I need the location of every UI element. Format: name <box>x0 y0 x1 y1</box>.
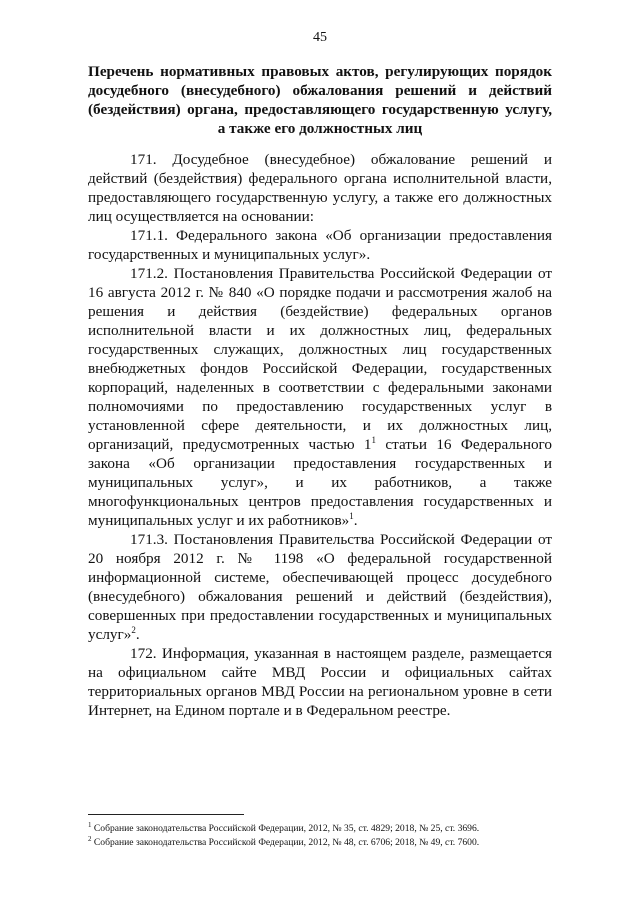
document-body <box>88 150 552 720</box>
paragraph-172: 172. Информация, указанная в настоящем разделе, размещается на официальном сайте МВД России и официальных сайтах территориальных органов МВД России на региональном уровне в сети Интернет, на Едином портале и в Федеральном реестре. <box>88 645 552 719</box>
page-number: 45 <box>313 30 327 45</box>
paragraph-171-3-end: . <box>135 626 140 643</box>
footnote-1-text: Собрание законодательства Российской Федерации, 2012, № 35, ст. 4829; 2018, № 25, ст. 3696. <box>91 823 480 834</box>
document-heading: Перечень нормативных правовых актов, регулирующих порядок досудебного (внесудебного) обжалования решений и действий (бездействия) органа, предоставляющего государственную услугу, а также его должностных лиц <box>88 63 552 137</box>
paragraph-171-3-text: 171.3. Постановления Правительства Российской Федерации от 20 ноября 2012 г. № 1198 «О федеральной государственной информационной системе, обеспечивающей процесс досудебного (внесудебного) обжалования решений и действий (бездействия), совершенных при предоставлении государственных и муниципальных услуг» <box>88 531 552 643</box>
paragraph-171-1: 171.1. Федерального закона «Об организации предоставления государственных и муниципальных услуг». <box>88 227 552 263</box>
paragraph-171-3 <box>88 530 552 644</box>
footnote-1-mark: 1 <box>88 821 92 829</box>
paragraph-171-2 <box>88 264 552 530</box>
footnotes <box>88 822 558 850</box>
footnote-1 <box>88 822 558 836</box>
footnote-ref-1: 1 <box>349 511 354 521</box>
footnote-ref-2: 2 <box>131 625 136 635</box>
paragraph-171: 171. Досудебное (внесудебное) обжалование решений и действий (бездействия) федерального органа исполнительной власти, предоставляющего государственную услугу, а также его должностных лиц осуществляется на основании: <box>88 151 552 225</box>
paragraph-171-2-end: . <box>353 512 358 529</box>
footnote-2-text: Собрание законодательства Российской Федерации, 2012, № 48, ст. 6706; 2018, № 49, ст. 7600. <box>91 837 480 848</box>
part-number-superscript: 1 <box>371 435 377 445</box>
footnote-2-mark: 2 <box>88 835 92 843</box>
paragraph-171-2-text: 171.2. Постановления Правительства Российской Федерации от 16 августа 2012 г. № 840 «О порядке подачи и рассмотрения жалоб на решения и действия (бездействие) федеральных органов исполнительной власти и их должностных лиц, федеральных государственных служащих, должностных лиц государственных внебюджетных фондов Российской Федерации, государственных корпораций, наделенных в соответствии с федеральными законами полномочиями по предоставлению государственных услуг в установленной сфере деятельности, и их должностных лиц, организаций, предусмотренных частью 1 <box>88 265 552 453</box>
footnote-2 <box>88 836 558 850</box>
paragraph-171-2-text-continued: статьи 16 Федерального закона «Об организации предоставления государственных и муниципальных услуг», и их работников, а также многофункциональных центров предоставления государственных и муниципальных услуг и их работников» <box>88 436 552 529</box>
footnote-divider <box>88 814 244 815</box>
